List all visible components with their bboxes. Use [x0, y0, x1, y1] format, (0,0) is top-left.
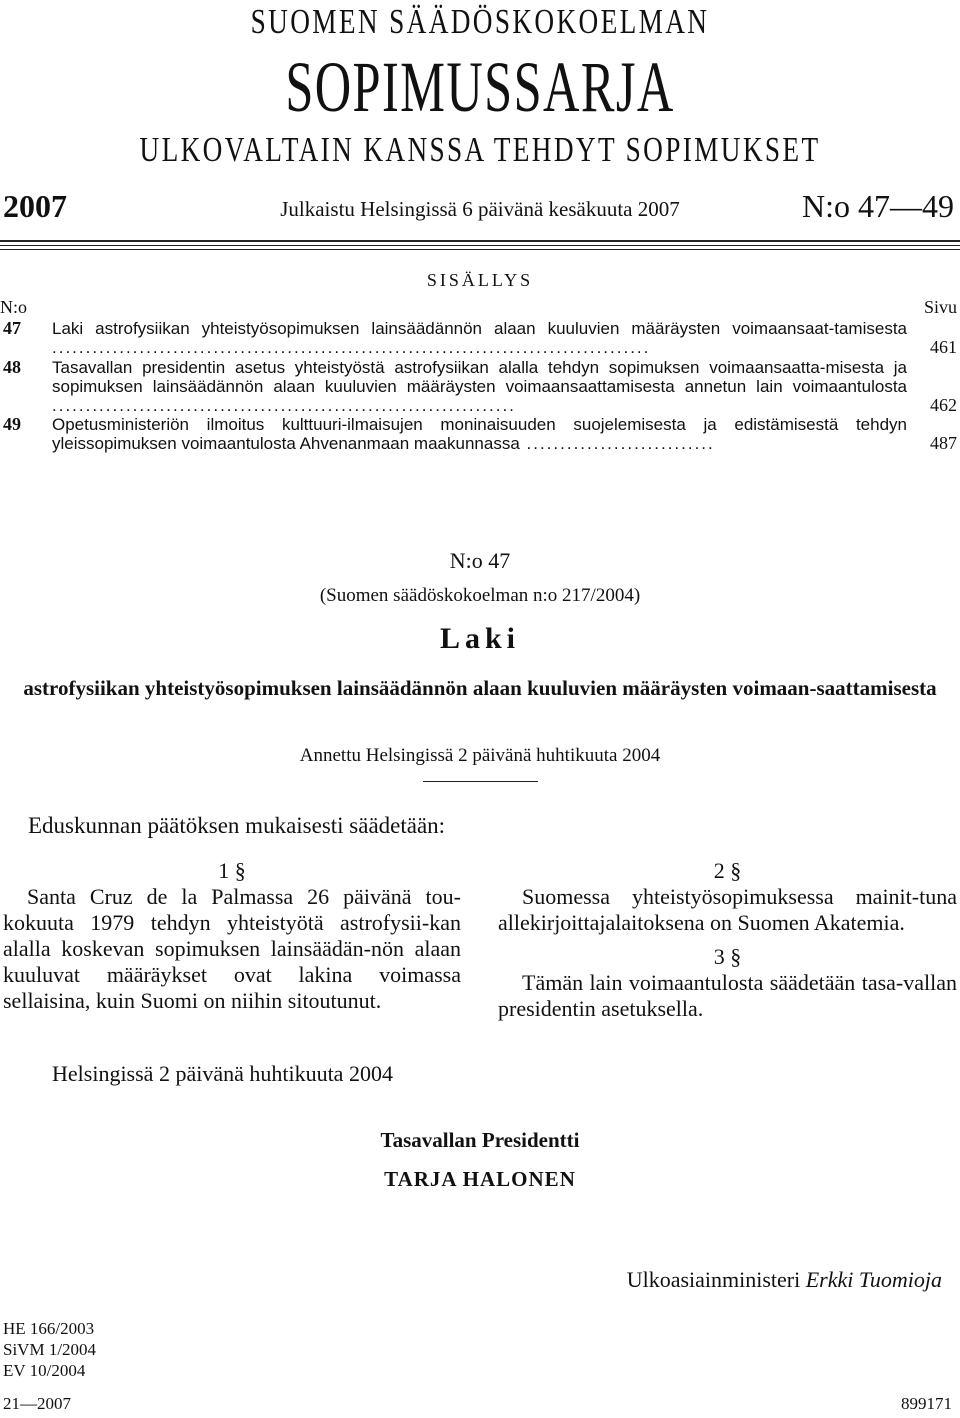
statute-number: N:o 47 — [449, 548, 511, 573]
contents-item-48[interactable] — [52, 358, 907, 415]
contents-item-page: 487 — [930, 433, 957, 453]
series-title: SUOMEN SÄÄDÖSKOKOELMAN — [250, 2, 710, 41]
contents-item-text: Opetusministeriön ilmoitus kulttuuri-ilmaisujen moninaisuuden suojelemisesta ja edistämisestä tehdyn yleissopimuksen voimaantulosta Ahvenanmaan maakunnassa — [52, 415, 907, 453]
footer-print-code: 899171 — [901, 1394, 952, 1413]
minister-title: Ulkoasiainministeri — [626, 1267, 801, 1292]
minister-name: Erkki Tuomioja — [805, 1267, 942, 1292]
contents-item-page: 461 — [930, 337, 957, 357]
president-title: Tasavallan Presidentti — [380, 1128, 580, 1152]
reference-item: HE 166/2003 — [3, 1319, 95, 1338]
statute-type: Laki — [439, 622, 521, 655]
section-column-left — [3, 858, 461, 1014]
section-text: Suomessa yhteistyösopimuksessa mainit-tuna allekirjoittajalaitoksena on Suomen Akatemia. — [498, 884, 957, 935]
section-text: Santa Cruz de la Palmassa 26 päivänä tou-kokuuta 1979 tehdyn yhteistyötä astrofysii-kan alalla koskevan sopimuksen lainsäädän-nön alaan kuuluvat määräykset ovat lakina voimassa sellaisina, kuin Suomi on niihin sitoutunut. — [3, 884, 461, 1013]
leader-dots: ......................................................................................... — [52, 338, 651, 357]
contents-item-page: 462 — [930, 395, 957, 415]
signing-place-date: Helsingissä 2 päivänä huhtikuuta 2004 — [52, 1061, 393, 1086]
reference-item: SiVM 1/2004 — [3, 1340, 97, 1359]
section-text: Tämän lain voimaantulosta säädetään tasa-vallan presidentin asetuksella. — [498, 970, 957, 1021]
statute-collection-reference: (Suomen säädöskokoelman n:o 217/2004) — [319, 585, 641, 606]
series-name: SOPIMUSSARJA — [285, 47, 675, 127]
section-column-right — [498, 858, 957, 1022]
statute-date: Annettu Helsingissä 2 päivänä huhtikuuta 2004 — [299, 745, 661, 766]
contents-item-47[interactable] — [52, 319, 907, 357]
footer-issue-code: 21—2007 — [3, 1394, 71, 1413]
section-heading: 3 § — [713, 944, 742, 969]
contents-item-number: 48 — [3, 357, 21, 377]
leader-dots: ............................ — [519, 434, 715, 453]
series-subtitle: ULKOVALTAIN KANSSA TEHDYT SOPIMUKSET — [139, 130, 821, 169]
contents-item-text: Tasavallan presidentin asetus yhteistyöstä astrofysiikan alalla tehdyn sopimuksen voimaansaatta-misesta ja sopimuksen lainsäädännön alaan kuuluvien määräysten voimaansaattamisesta annetun lain voimaantulosta — [52, 358, 907, 396]
contents-item-text: Laki astrofysiikan yhteistyösopimuksen lainsäädännön alaan kuuluvien määräysten voimaansaat-tamisesta — [52, 319, 907, 338]
reference-item: EV 10/2004 — [3, 1361, 86, 1380]
contents-item-number: 49 — [3, 414, 21, 434]
issue-year: 2007 — [3, 188, 67, 224]
header-rule — [0, 240, 960, 242]
contents-title: SISÄLLYS — [426, 270, 534, 290]
publication-date: Julkaistu Helsingissä 6 päivänä kesäkuuta 2007 — [280, 197, 680, 221]
president-name: TARJA HALONEN — [384, 1167, 576, 1191]
header-rule — [0, 249, 960, 250]
minister-signature — [627, 1267, 942, 1293]
short-divider — [423, 781, 538, 782]
contents-number-heading: N:o — [0, 297, 27, 317]
enacting-clause: Eduskunnan päätöksen mukaisesti säädetään: — [28, 813, 446, 838]
legislative-references — [3, 1318, 96, 1381]
statute-title: astrofysiikan yhteistyösopimuksen lainsäädännön alaan kuuluvien määräysten voimaan-saattamisesta — [23, 676, 937, 700]
issue-numbers: N:o 47—49 — [802, 188, 954, 224]
contents-item-49[interactable] — [52, 415, 907, 453]
section-heading: 1 § — [218, 858, 246, 883]
header-rule — [0, 245, 960, 246]
contents-page-heading: Sivu — [923, 297, 957, 317]
contents-item-number: 47 — [3, 318, 21, 338]
section-heading: 2 § — [713, 858, 742, 883]
leader-dots: ..................................................................... — [52, 396, 516, 415]
